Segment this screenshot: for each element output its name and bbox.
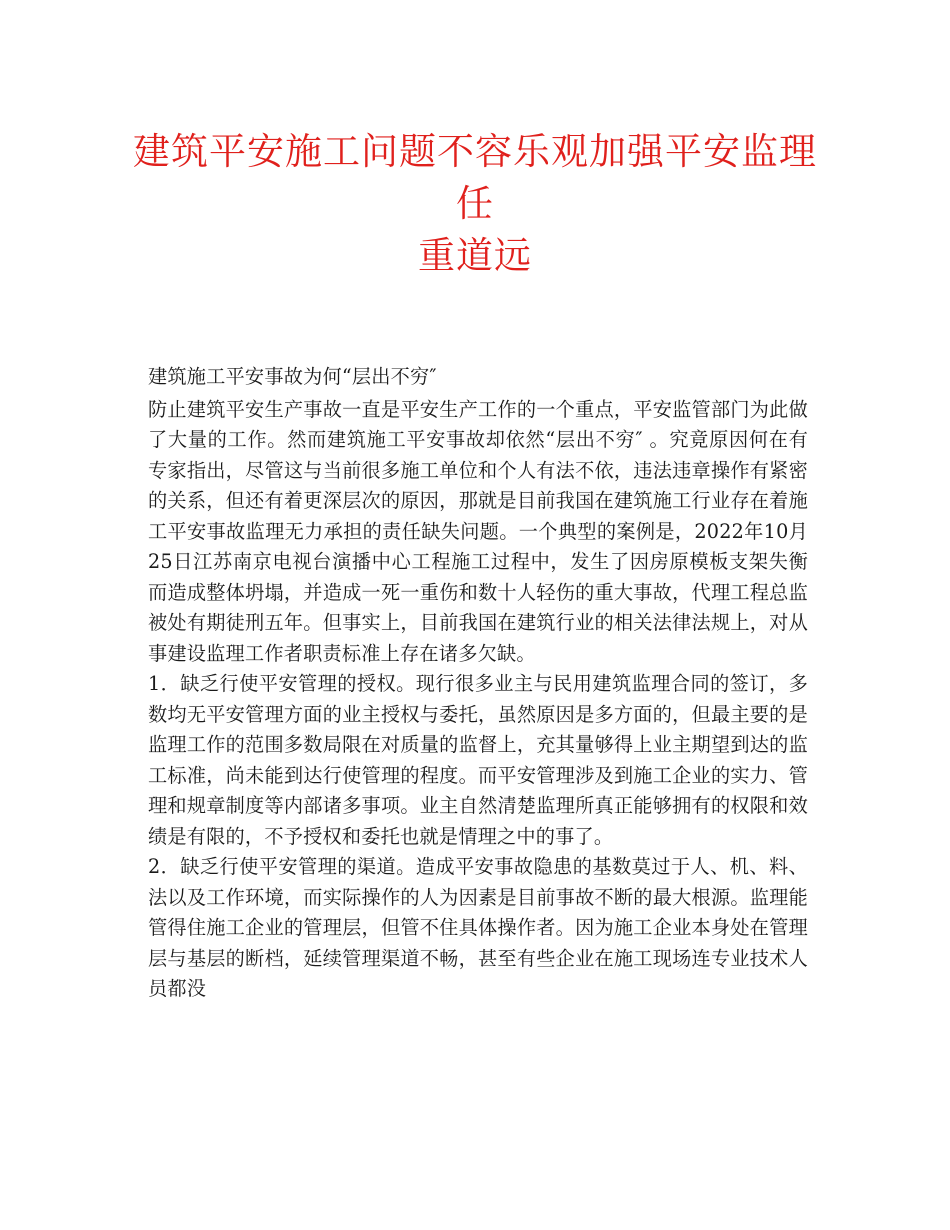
document-body xyxy=(148,362,808,1005)
title-line-1: 建筑平安施工问题不容乐观加强平安监理任 xyxy=(133,130,817,225)
paragraph-point-1: 1．缺乏行使平安管理的授权。现行很多业主与民用建筑监理合同的签订，多数均无平安管理方面的业主授权与委托，虽然原因是多方面的，但最主要的是监理工作的范围多数局限在对质量的监督上，充其量够得上业主期望到达的监工标准，尚未能到达行使管理的程度。而平安管理涉及到施工企业的实力、管理和规章制度等内部诸多事项。业主自然清楚监理所真正能够拥有的权限和效绩是有限的，不予授权和委托也就是情理之中的事了。 xyxy=(148,672,808,848)
title-line-2: 重道远 xyxy=(418,234,532,277)
document-title xyxy=(130,126,820,282)
section-subheading: 建筑施工平安事故为何“层出不穷″ xyxy=(148,365,437,388)
paragraph-point-2: 2．缺乏行使平安管理的渠道。造成平安事故隐患的基数莫过于人、机、料、法以及工作环境，而实际操作的人为因素是目前事故不断的最大根源。监理能管得住施工企业的管理层，但管不住具体操作者。因为施工企业本身处在管理层与基层的断档，延续管理渠道不畅，甚至有些企业在施工现场连专业技术人员都没 xyxy=(148,855,808,1000)
paragraph-intro: 防止建筑平安生产事故一直是平安生产工作的一个重点，平安监管部门为此做了大量的工作。然而建筑施工平安事故却依然“层出不穷″ 。究竟原因何在有专家指出，尽管这与当前很多施工单位和个人有法不依，违法违章操作有紧密的关系，但还有着更深层次的原因，那就是目前我国在建筑施工行业存在着施工平安事故监理无力承担的责任缺失问题。一个典型的案例是，2022年10月25日江苏南京电视台演播中心工程施工过程中，发生了因房原模板支架失衡而造成整体坍塌，并造成一死一重伤和数十人轻伤的重大事故，代理工程总监被处有期徒刑五年。但事实上，目前我国在建筑行业的相关法律法规上，对从事建设监理工作者职责标准上存在诸多欠缺。 xyxy=(148,397,808,665)
